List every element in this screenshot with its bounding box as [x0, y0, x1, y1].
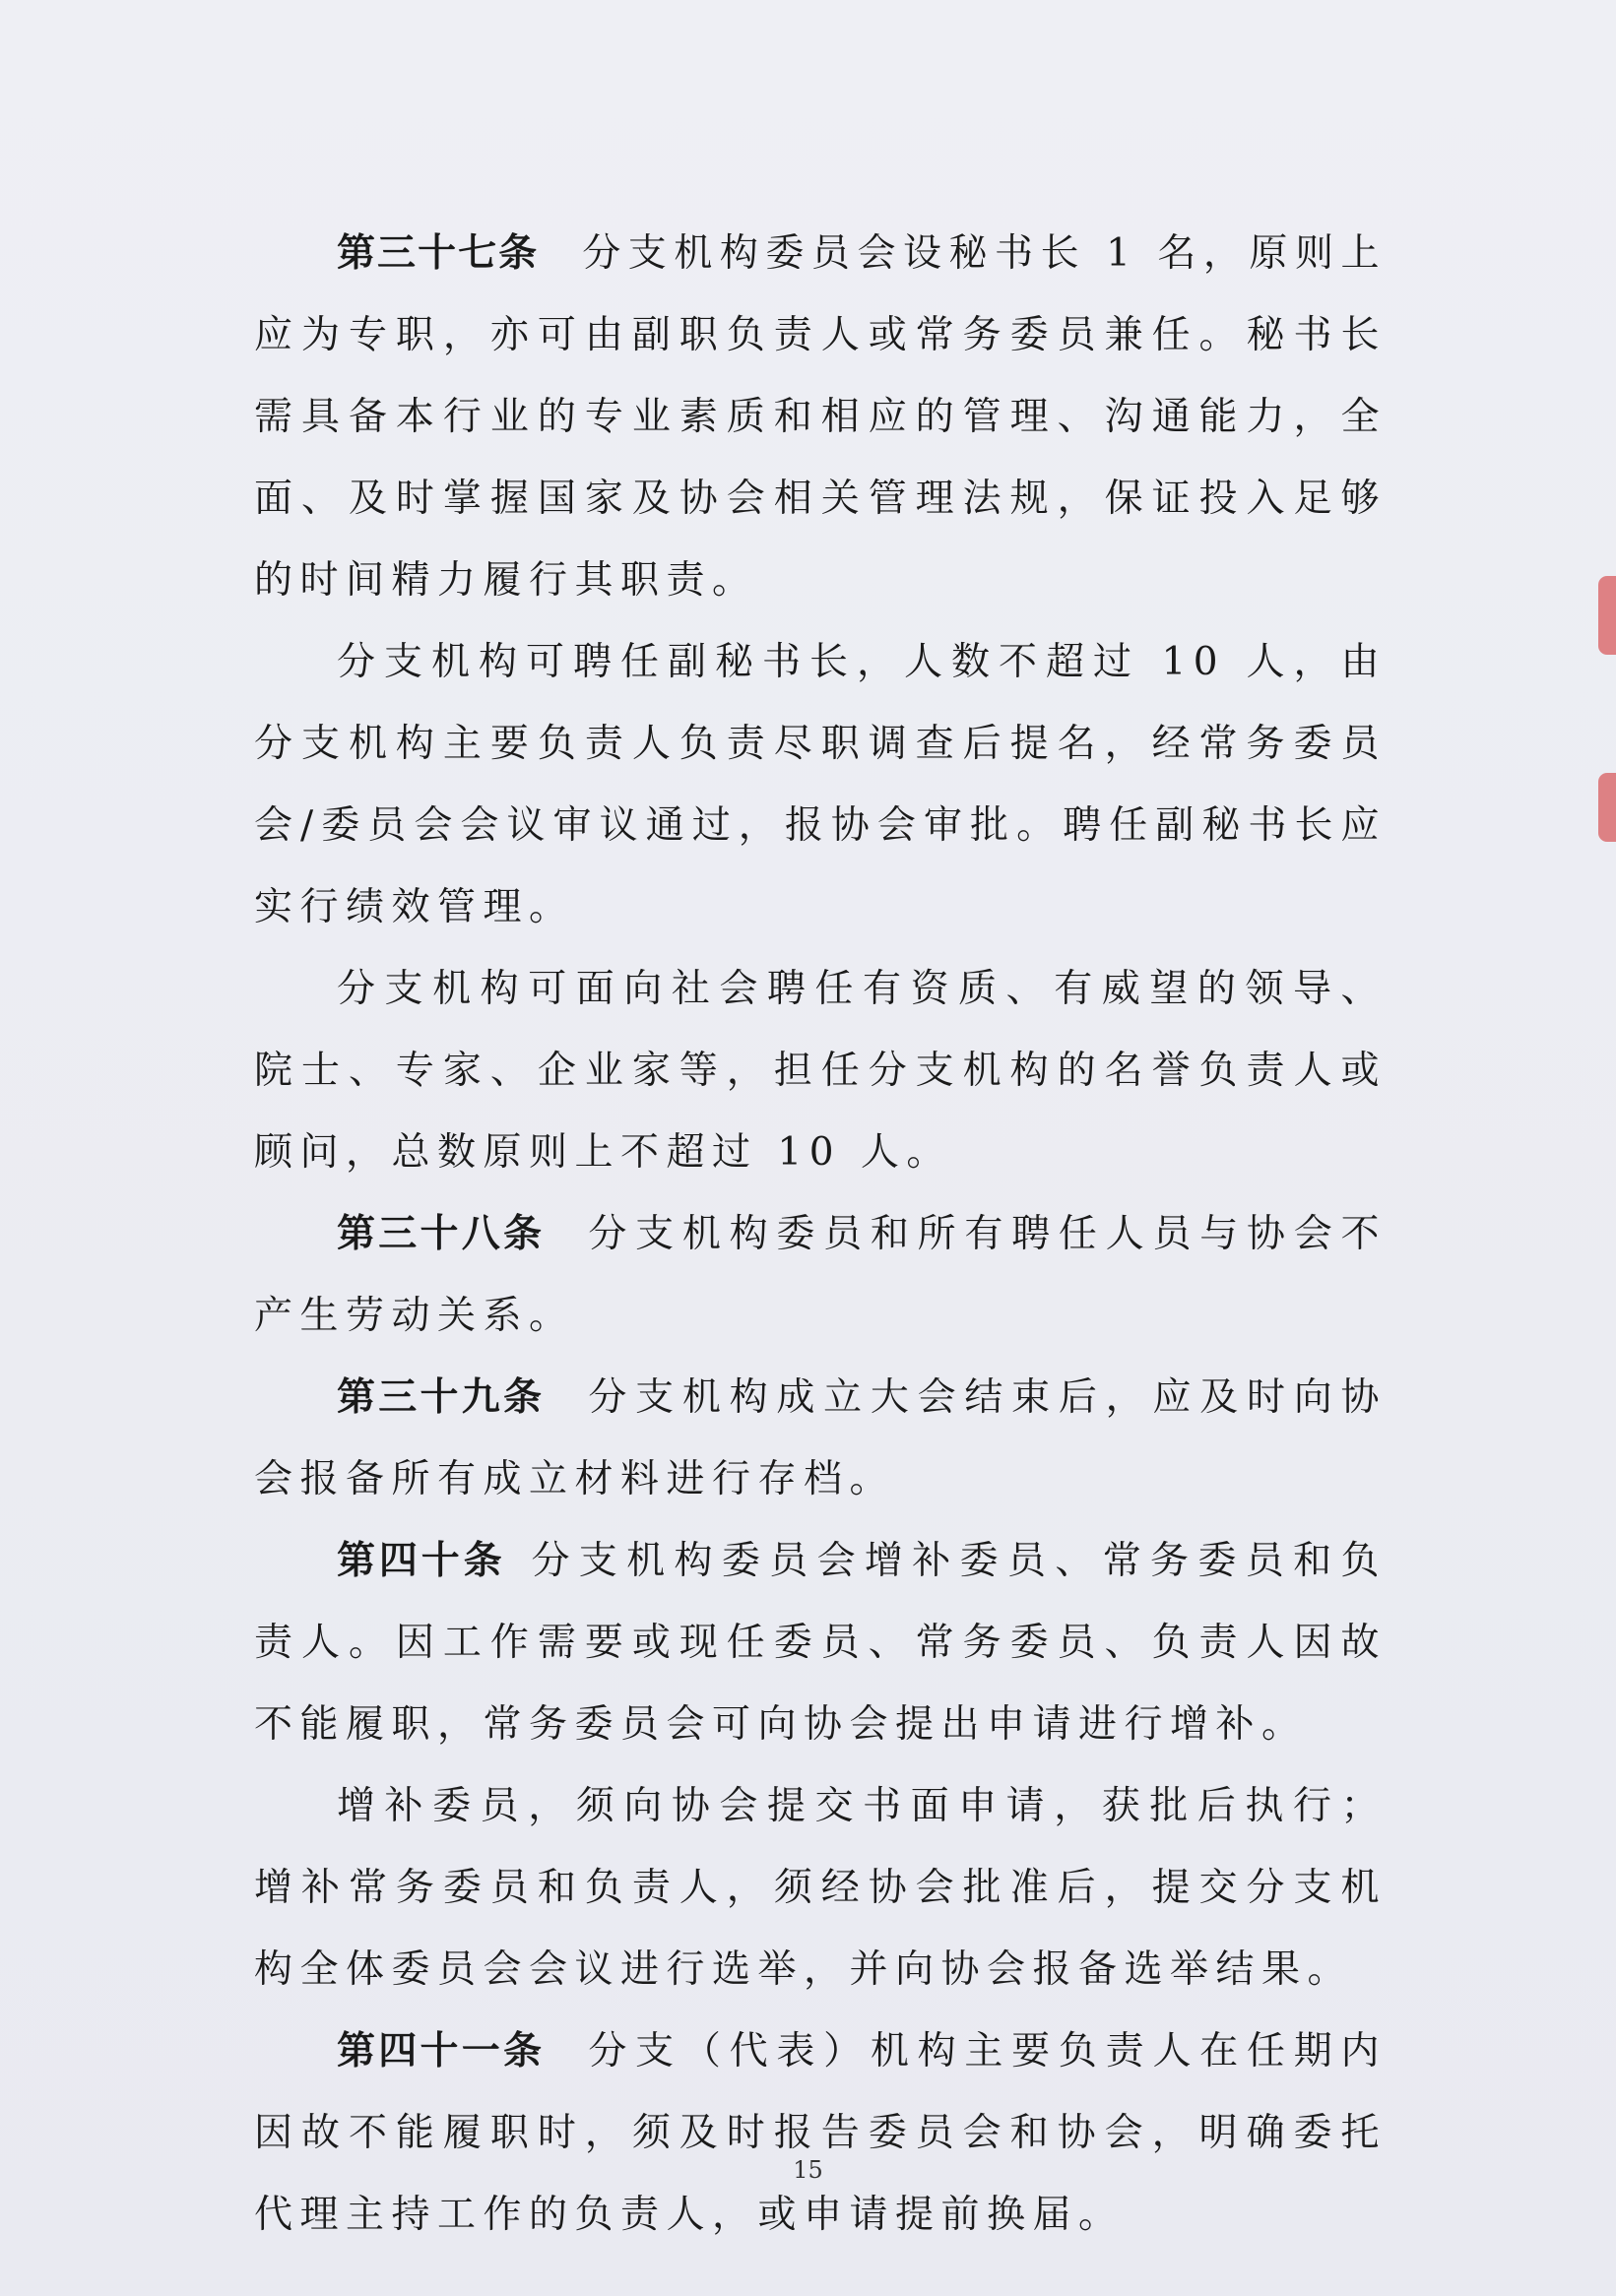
paragraph-supplement-procedure: [254, 1765, 1387, 2010]
paragraph-article-38: [254, 1193, 1387, 1357]
article-heading: 第四十条: [337, 1538, 506, 1583]
paragraph-deputy-secretary: [254, 621, 1387, 948]
paragraph-article-39: [254, 1357, 1387, 1520]
page-number: 15: [793, 2156, 823, 2184]
paragraph-text: 分支机构可面向社会聘任有资质、有威望的领导、院士、专家、企业家等，担任分支机构的名誉负责人或顾问，总数原则上不超过 10 人。: [254, 967, 1387, 1175]
paragraph-article-41: [254, 2010, 1387, 2256]
paragraph-text: 增补委员，须向协会提交书面申请，获批后执行；增补常务委员和负责人，须经协会批准后，提交分支机构全体委员会会议进行选举，并向协会报备选举结果。: [254, 1784, 1387, 1992]
paragraph-article-40: [254, 1520, 1387, 1765]
seal-edge-mark: [1598, 773, 1616, 842]
paragraph-text: 分支（代表）机构主要负责人在任期内因故不能履职时，须及时报告委员会和协会，明确委托代理主持工作的负责人，或申请提前换届。: [254, 2029, 1387, 2237]
paragraph-text: 分支机构委员会增补委员、常务委员和负责人。因工作需要或现任委员、常务委员、负责人因故不能履职，常务委员会可向协会提出申请进行增补。: [254, 1539, 1387, 1747]
paragraph-honorary-advisors: [254, 948, 1387, 1193]
paragraph-text: 分支机构成立大会结束后，应及时向协会报备所有成立材料进行存档。: [254, 1375, 1387, 1501]
article-heading: 第四十一条: [337, 2028, 546, 2073]
article-heading: 第三十八条: [337, 1211, 546, 1256]
document-body: [254, 213, 1387, 2256]
article-heading: 第三十九条: [337, 1374, 546, 1420]
paragraph-text: 分支机构可聘任副秘书长，人数不超过 10 人，由分支机构主要负责人负责尽职调查后提名，经常务委员会/委员会会议审议通过，报协会审批。聘任副秘书长应实行绩效管理。: [254, 640, 1387, 929]
paragraph-article-37: [254, 213, 1387, 621]
paragraph-text: 分支机构委员会设秘书长 1 名，原则上应为专职，亦可由副职负责人或常务委员兼任。秘书长需具备本行业的专业素质和相应的管理、沟通能力，全面、及时掌握国家及协会相关管理法规，保证投入足够的时间精力履行其职责。: [254, 231, 1387, 603]
article-heading: 第三十七条: [337, 230, 540, 276]
paragraph-text: 分支机构委员和所有聘任人员与协会不产生劳动关系。: [254, 1212, 1387, 1338]
seal-edge-mark: [1598, 576, 1616, 655]
